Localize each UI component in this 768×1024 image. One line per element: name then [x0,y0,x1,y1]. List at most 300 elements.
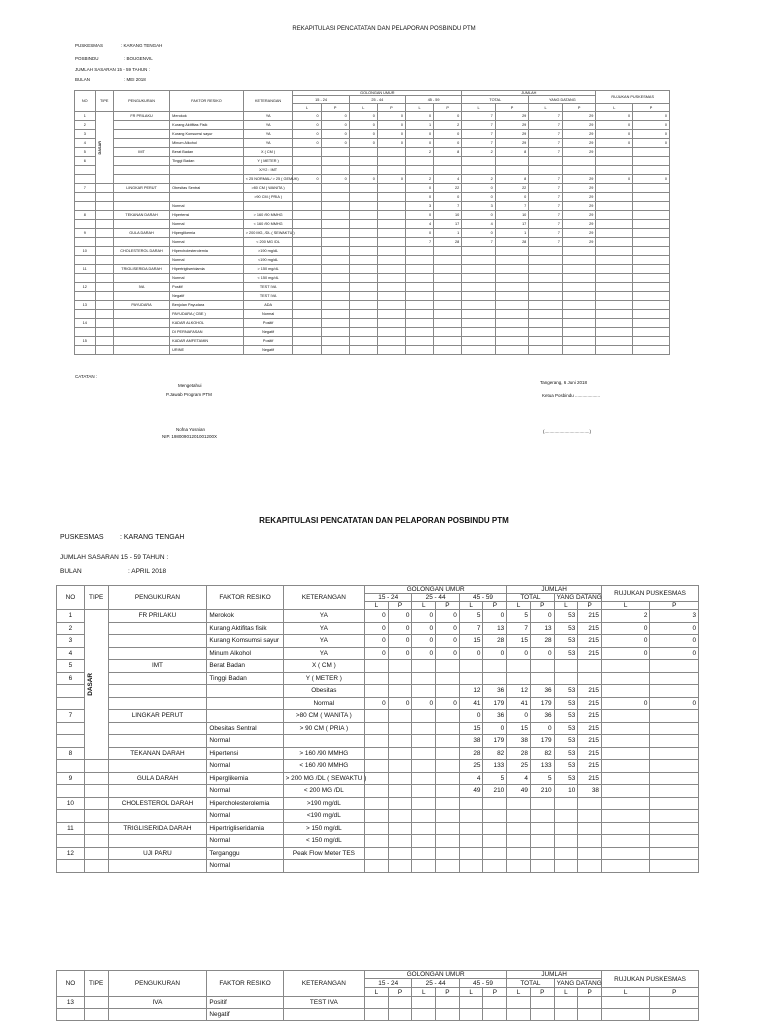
faktor-resiko-cell: Normal [207,760,283,773]
faktor-resiko-cell: Kurang Komsumsi sayur [207,635,283,648]
header-faktor-resiko: FAKTOR RESIKO [207,971,283,997]
keterangan-cell: > 160 /90 MMHG [243,211,293,220]
value-cell [388,672,412,685]
value-cell: 0 [459,647,483,660]
faktor-resiko-cell: Normal [170,202,244,211]
value-cell [601,785,649,798]
row-no: 5 [75,148,96,157]
value-cell [633,157,670,166]
row-no [75,220,96,229]
value-cell: 210 [530,785,554,798]
keterangan-cell: X/Y2 : IMT [243,166,293,175]
faktor-resiko-cell: Benjolan Payudara [170,301,244,310]
table-row [75,283,670,292]
value-cell [650,997,699,1009]
tipe-cell [84,860,108,873]
value-cell: 28 [530,635,554,648]
value-cell [349,337,377,346]
value-cell: 0 [388,622,412,635]
value-cell: 3 [405,202,433,211]
keterangan-cell: > 90 CM ( PRIA ) [283,722,364,735]
value-cell: 53 [554,685,578,698]
value-cell [377,346,405,355]
value-cell [293,238,321,247]
faktor-resiko-cell [207,697,283,710]
table-row [57,672,699,685]
row-no: 1 [75,112,96,121]
faktor-resiko-cell: URINE [170,346,244,355]
row-no: 11 [75,265,96,274]
value-cell: 0 [507,647,531,660]
header-age-45-59: 45 - 59 [459,594,506,602]
value-cell [412,847,436,860]
value-cell [293,292,321,301]
value-cell [321,283,349,292]
value-cell [459,1009,483,1021]
value-cell [578,672,602,685]
value-cell [349,292,377,301]
top-posbindu-label: POSBINDU [75,56,99,61]
tipe-cell [84,997,108,1009]
keterangan-cell: Y ( METER ) [243,157,293,166]
value-cell [349,229,377,238]
value-cell [377,184,405,193]
value-cell [388,1009,412,1021]
tipe-cell [95,184,113,193]
value-cell: 0 [349,139,377,148]
header-p: P [495,104,529,112]
value-cell: 0 [365,647,389,660]
table-row [75,346,670,355]
tipe-cell [84,835,108,848]
value-cell [633,337,670,346]
value-cell [596,148,633,157]
row-no: 12 [75,283,96,292]
tipe-cell [84,810,108,823]
value-cell: 28 [434,238,462,247]
faktor-resiko-cell: Hipertensi [207,747,283,760]
value-cell [596,211,633,220]
bottom-sasaran-label: JUMLAH SASARAN 15 - 59 TAHUN : [60,554,169,561]
pengukuran-cell [113,238,169,247]
value-cell: 2 [462,148,496,157]
value-cell [349,211,377,220]
header-p: P [483,602,507,610]
value-cell: 0 [377,139,405,148]
pengukuran-cell [113,130,169,139]
row-no [75,256,96,265]
tipe-cell [95,328,113,337]
value-cell [554,835,578,848]
value-cell [321,220,349,229]
header-p: P [562,104,596,112]
faktor-resiko-cell: Obesitas Sentral [207,722,283,735]
value-cell [388,735,412,748]
header-p: P [434,104,462,112]
value-cell [377,220,405,229]
value-cell: 7 [462,238,496,247]
keterangan-cell: TEST IVA [243,283,293,292]
value-cell [434,274,462,283]
top-puskesmas-label: PUSKESMAS [75,43,104,48]
value-cell [633,301,670,310]
table-row [57,747,699,760]
top-report-table [74,90,670,355]
value-cell [349,184,377,193]
value-cell [349,238,377,247]
value-cell [321,229,349,238]
value-cell [462,310,496,319]
value-cell [293,220,321,229]
value-cell: 3 [650,610,699,623]
table-header-row [57,586,699,594]
value-cell [293,283,321,292]
faktor-resiko-cell: Kurang Aktifitas fisik [207,622,283,635]
pengukuran-cell: UJI PARU [108,847,207,860]
value-cell [529,265,563,274]
bottom-report [0,470,768,1024]
pengukuran-cell [113,202,169,211]
value-cell [377,238,405,247]
keterangan-cell: > 150 mg/dL [243,265,293,274]
value-cell: 179 [483,697,507,710]
bottom-puskesmas-label: PUSKESMAS [60,534,104,541]
value-cell [377,166,405,175]
value-cell [412,747,436,760]
row-no: 10 [75,247,96,256]
keterangan-cell: < 160 /90 MMHG [283,760,364,773]
table-row [57,710,699,723]
header-l: L [412,602,436,610]
value-cell: 7 [462,130,496,139]
value-cell: 13 [530,622,554,635]
faktor-resiko-cell: Merokok [207,610,283,623]
value-cell: 17 [495,220,529,229]
pengukuran-cell [113,139,169,148]
value-cell [650,672,699,685]
keterangan-cell: <190 mg/dL [243,256,293,265]
value-cell [436,710,460,723]
keterangan-cell: >90 CM ( PRIA ) [243,193,293,202]
top-posbindu-value: : BOUGENVIL [124,56,153,61]
value-cell [349,346,377,355]
value-cell [650,847,699,860]
value-cell [377,256,405,265]
value-cell [349,148,377,157]
value-cell [349,193,377,202]
value-cell: 215 [578,772,602,785]
faktor-resiko-cell: Normal [170,220,244,229]
value-cell: 0 [321,121,349,130]
value-cell [601,710,649,723]
value-cell [495,301,529,310]
value-cell [562,301,596,310]
value-cell: 0 [365,635,389,648]
header-yang-datang: YANG DATANG [554,594,601,602]
value-cell: 0 [293,121,321,130]
header-p: P [578,988,602,997]
header-l: L [462,104,496,112]
value-cell [578,810,602,823]
value-cell [321,247,349,256]
table-row [57,647,699,660]
value-cell [293,193,321,202]
value-cell [293,274,321,283]
header-l: L [554,602,578,610]
tipe-cell [95,274,113,283]
value-cell: 36 [530,685,554,698]
value-cell: 8 [495,175,529,184]
value-cell [554,822,578,835]
value-cell [349,310,377,319]
value-cell: 7 [405,238,433,247]
value-cell [529,283,563,292]
value-cell [365,810,389,823]
pengukuran-cell: FR PRILAKU [108,610,207,623]
value-cell [388,810,412,823]
pengukuran-cell [108,735,207,748]
value-cell: 215 [578,610,602,623]
value-cell: 29 [562,112,596,121]
faktor-resiko-cell: Normal [207,835,283,848]
value-cell [321,166,349,175]
top-tanggal: Tangerang, 6 Juni 2018 [540,380,588,385]
value-cell [650,810,699,823]
pengukuran-cell [113,328,169,337]
header-p: P [650,602,699,610]
value-cell [388,785,412,798]
pengukuran-cell: LINGKAR PERUT [113,184,169,193]
row-no [75,202,96,211]
value-cell [321,211,349,220]
value-cell [495,283,529,292]
pengukuran-cell [113,319,169,328]
row-no [57,810,85,823]
pengukuran-cell [113,166,169,175]
value-cell: 0 [388,697,412,710]
faktor-resiko-cell: Hipertensi [170,211,244,220]
value-cell [365,760,389,773]
value-cell: 0 [434,193,462,202]
table-row [57,722,699,735]
value-cell: 0 [530,722,554,735]
table-row [75,310,670,319]
value-cell [562,166,596,175]
value-cell: 0 [530,647,554,660]
value-cell: 0 [436,622,460,635]
top-bulan-label: BULAN [75,77,91,82]
row-no: 4 [57,647,85,660]
value-cell: 0 [601,647,649,660]
value-cell [633,247,670,256]
value-cell [650,797,699,810]
value-cell: 53 [554,772,578,785]
value-cell [633,166,670,175]
value-cell [436,797,460,810]
value-cell: 29 [495,121,529,130]
header-l: L [459,988,483,997]
value-cell [483,797,507,810]
value-cell: 0 [293,139,321,148]
value-cell [554,997,578,1009]
value-cell [554,672,578,685]
faktor-resiko-cell: Positif [207,997,283,1009]
faktor-resiko-cell: Tinggi Badan [170,157,244,166]
value-cell [530,1009,554,1021]
value-cell [462,292,496,301]
value-cell [436,847,460,860]
tipe-cell [84,610,108,760]
table-row [57,797,699,810]
value-cell [405,292,433,301]
value-cell: 10 [554,785,578,798]
value-cell: 38 [507,735,531,748]
value-cell [633,202,670,211]
tipe-cell [84,822,108,835]
value-cell: 0 [434,139,462,148]
value-cell: 28 [483,635,507,648]
value-cell [459,660,483,673]
tipe-cell [95,292,113,301]
tipe-cell [95,247,113,256]
value-cell [529,166,563,175]
pengukuran-cell: TEKANAN DARAH [113,211,169,220]
header-l: L [601,988,649,997]
header-age-45-59: 45 - 59 [405,96,461,104]
value-cell [529,328,563,337]
bottom-report-table-page2 [56,970,699,1021]
value-cell [412,1009,436,1021]
pengukuran-cell: IMT [113,148,169,157]
value-cell [633,211,670,220]
value-cell [554,810,578,823]
value-cell [495,166,529,175]
header-no: NO [57,586,85,610]
value-cell [530,847,554,860]
value-cell: 29 [562,139,596,148]
value-cell: 53 [554,747,578,760]
row-no: 15 [75,337,96,346]
pengukuran-cell: LINGKAR PERUT [108,710,207,723]
value-cell [388,847,412,860]
faktor-resiko-cell: Negatif [207,1009,283,1021]
value-cell [436,860,460,873]
value-cell [349,328,377,337]
value-cell [412,785,436,798]
value-cell: 0 [321,175,349,184]
header-age-45-59: 45 - 59 [459,979,506,988]
top-pj: P.Jawab Program PTM [166,392,212,397]
value-cell [321,202,349,211]
table-row [75,256,670,265]
value-cell: 49 [507,785,531,798]
top-ketua-name: (....................................) [543,429,592,434]
table-row [75,130,670,139]
value-cell [377,229,405,238]
value-cell [596,157,633,166]
table-row [57,635,699,648]
value-cell [529,337,563,346]
value-cell: 0 [293,112,321,121]
value-cell: 49 [459,785,483,798]
value-cell [377,211,405,220]
value-cell [436,822,460,835]
value-cell [405,256,433,265]
faktor-resiko-cell: Positif [170,283,244,292]
value-cell [601,1009,649,1021]
value-cell [434,247,462,256]
row-no [75,328,96,337]
row-no [75,310,96,319]
value-cell: 29 [562,202,596,211]
value-cell [578,660,602,673]
faktor-resiko-cell: Berat Badan [170,148,244,157]
table-row [75,184,670,193]
value-cell [349,319,377,328]
value-cell: 15 [507,722,531,735]
value-cell: 0 [633,112,670,121]
value-cell [436,722,460,735]
faktor-resiko-cell: Minum Alkohol [170,139,244,148]
value-cell: 8 [434,148,462,157]
value-cell [377,337,405,346]
table-row [57,785,699,798]
value-cell: 22 [495,184,529,193]
value-cell [601,685,649,698]
value-cell [459,672,483,685]
value-cell [596,256,633,265]
header-golongan-umur: GOLONGAN UMUR [365,586,507,594]
value-cell: 0 [349,121,377,130]
value-cell: 0 [365,610,389,623]
value-cell [405,328,433,337]
value-cell [365,672,389,685]
pengukuran-cell [108,722,207,735]
tipe-cell [95,256,113,265]
tipe-cell [95,319,113,328]
value-cell [601,835,649,848]
keterangan-cell: >190 mg/dL [283,797,364,810]
table-row [75,301,670,310]
value-cell [578,1009,602,1021]
pengukuran-cell [113,121,169,130]
value-cell: 0 [405,130,433,139]
value-cell: 0 [596,139,633,148]
header-age-15-24: 15 - 24 [365,594,412,602]
row-no: 13 [75,301,96,310]
keterangan-cell [243,202,293,211]
row-no: 10 [57,797,85,810]
value-cell [495,247,529,256]
value-cell [601,822,649,835]
keterangan-cell: Normal [243,310,293,319]
value-cell: 0 [412,610,436,623]
header-keterangan: KETERANGAN [283,971,364,997]
value-cell: 7 [529,184,563,193]
value-cell [650,835,699,848]
pengukuran-cell [113,310,169,319]
value-cell [377,274,405,283]
value-cell: 22 [434,184,462,193]
value-cell [405,319,433,328]
faktor-resiko-cell: Normal [207,860,283,873]
value-cell [349,265,377,274]
value-cell: 82 [483,747,507,760]
keterangan-cell: Obesitas [283,685,364,698]
value-cell: 28 [507,747,531,760]
value-cell: 0 [633,121,670,130]
value-cell [633,274,670,283]
